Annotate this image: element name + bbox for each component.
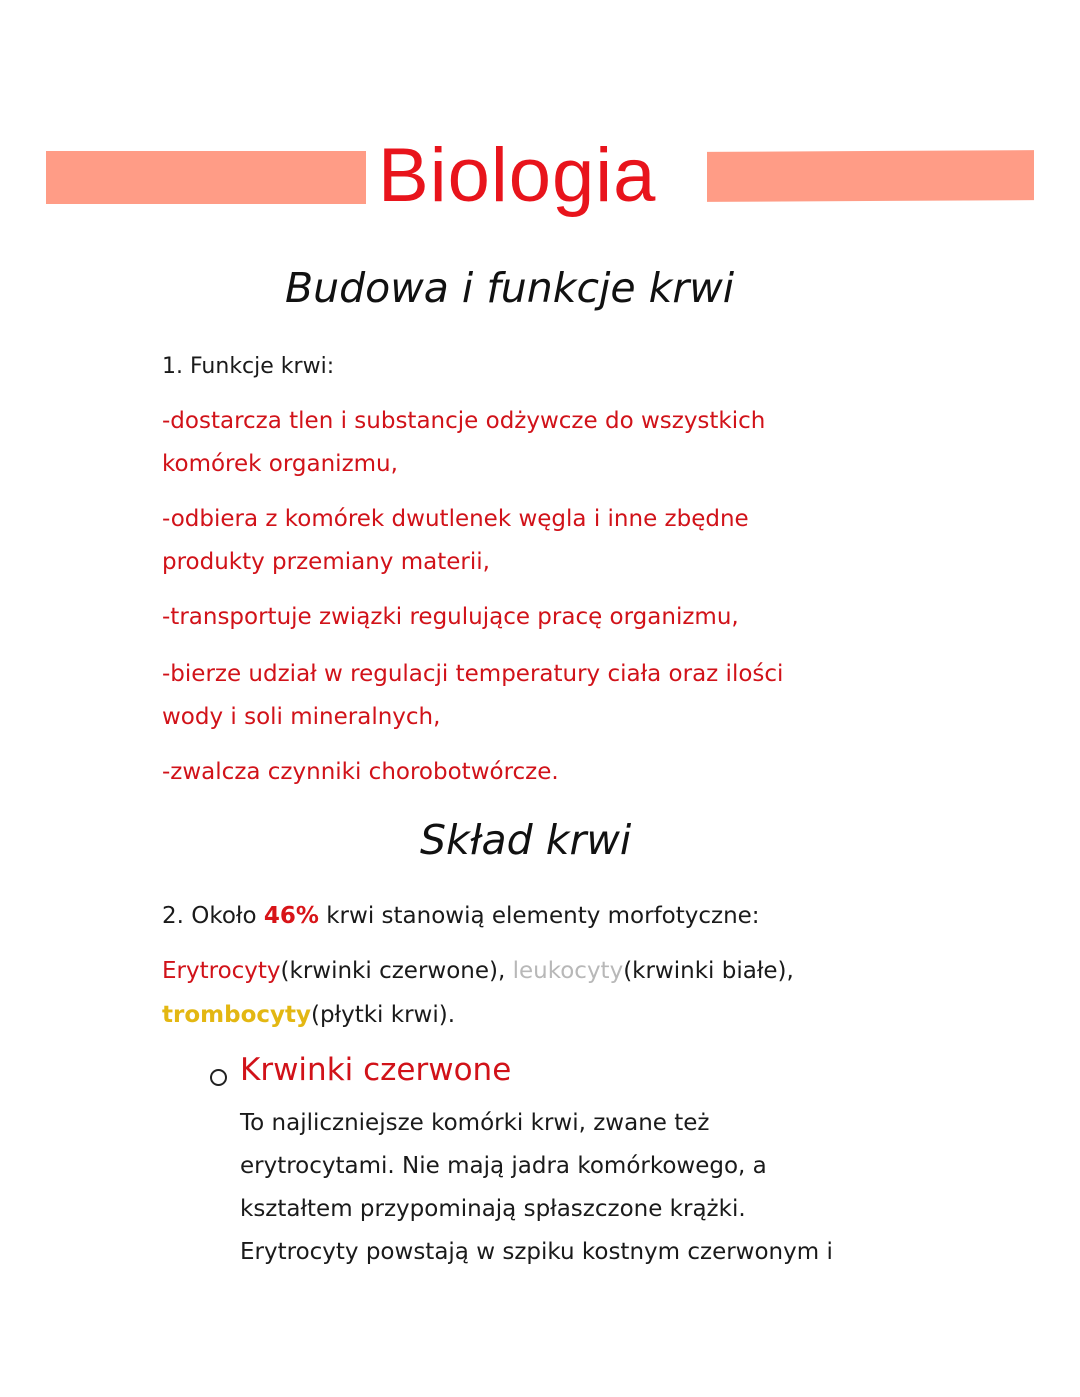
section-heading-budowa: Budowa i funkcje krwi <box>285 264 735 312</box>
elements-line-2 <box>162 1002 455 1028</box>
bullet-circle-icon <box>210 1069 227 1086</box>
intro-prefix: 2. Około <box>162 903 264 929</box>
list-item-5: -zwalcza czynniki chorobotwórcze. <box>162 759 559 785</box>
paragraph-line-4: Erytrocyty powstają w szpiku kostnym czerwonym i <box>240 1239 833 1265</box>
elements-line-1 <box>162 958 794 984</box>
section-heading-sklad: Skład krwi <box>420 816 632 864</box>
page-title: Biologia <box>378 133 657 218</box>
erytrocyty-term: Erytrocyty <box>162 958 281 984</box>
list-item-4-line-2: wody i soli mineralnych, <box>162 704 441 730</box>
intro-line <box>162 903 760 929</box>
list-item-1-line-2: komórek organizmu, <box>162 451 398 477</box>
title-bar-right <box>707 150 1034 202</box>
list-item-2-line-1: -odbiera z komórek dwutlenek węgla i inne zbędne <box>162 506 749 532</box>
list-item-4-line-1: -bierze udział w regulacji temperatury ciała oraz ilości <box>162 661 784 687</box>
trombocyty-term: trombocyty <box>162 1002 311 1028</box>
paragraph-line-3: kształtem przypominają spłaszczone krążki. <box>240 1196 746 1222</box>
paragraph-line-1: To najliczniejsze komórki krwi, zwane też <box>240 1110 710 1136</box>
paragraph-line-2: erytrocytami. Nie mają jadra komórkowego, a <box>240 1153 767 1179</box>
list-item-1-line-1: -dostarcza tlen i substancje odżywcze do wszystkich <box>162 408 766 434</box>
intro-suffix: krwi stanowią elementy morfotyczne: <box>318 903 760 929</box>
percent-value: 46% <box>263 903 319 929</box>
leukocyty-desc: (krwinki białe), <box>623 958 794 984</box>
trombocyty-desc: (płytki krwi). <box>310 1002 456 1028</box>
erytrocyty-desc: (krwinki czerwone), <box>280 958 513 984</box>
list-item-3: -transportuje związki regulujące pracę organizmu, <box>162 604 739 630</box>
leukocyty-term: leukocyty <box>512 958 624 984</box>
subsection-heading: Krwinki czerwone <box>240 1052 512 1088</box>
list-item-2-line-2: produkty przemiany materii, <box>162 549 490 575</box>
title-bar-left <box>46 151 366 204</box>
list-title: 1. Funkcje krwi: <box>162 354 335 379</box>
